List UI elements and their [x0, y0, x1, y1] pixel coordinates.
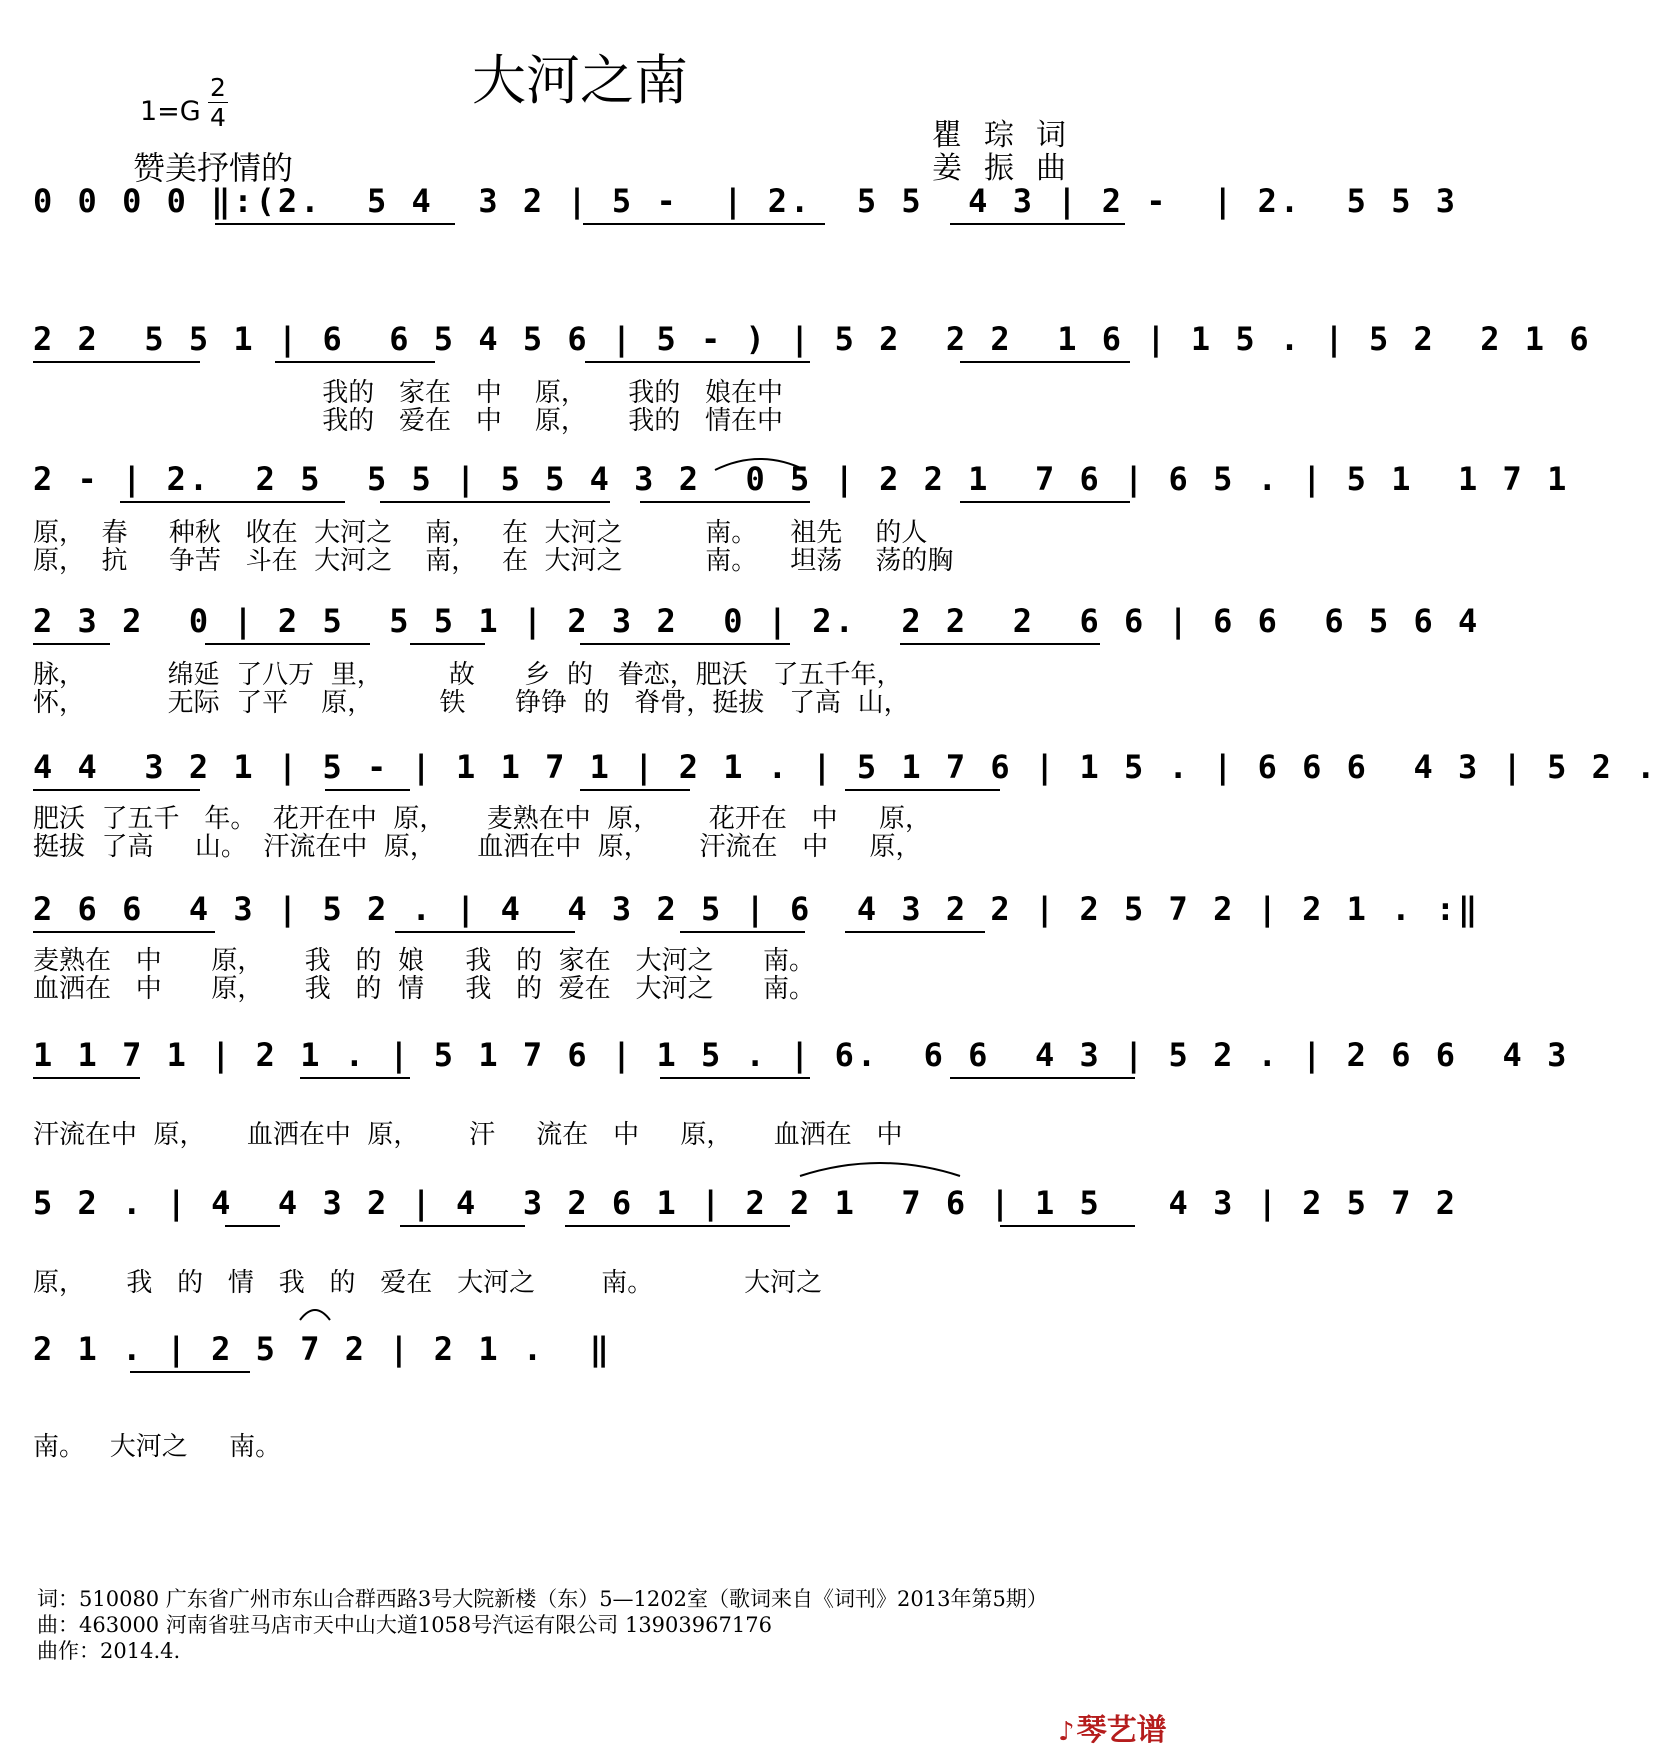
notation-row-4: 2 3 2 0 | 2 5 5 5 1 | 2 3 2 0 | 2. 2 2 2 6 6 | 6 6 6 5 6 4 — [33, 602, 1481, 640]
lyric-row-6-verse-1: 麦熟在 中 原， 我 的 娘 我 的 家在 大河之 南。 — [33, 946, 816, 976]
lyric-row-2-verse-1: 我的 家在 中 原， 我的 娘在中 — [33, 378, 784, 408]
logo-text: 琴艺谱 — [1076, 1713, 1167, 1748]
lyric-row-7: 汗流在中 原， 血洒在中 原， 汗 流在 中 原， 血洒在 中 — [33, 1120, 903, 1150]
lyric-row-8: 原， 我 的 情 我 的 爱在 大河之 南。 大河之 — [33, 1268, 823, 1298]
lyricist-credit: 瞿琮词 — [932, 118, 1088, 153]
notation-row-7: 1 1 7 1 | 2 1 . | 5 1 7 6 | 1 5 . | 6. 6 6 4 3 | 5 2 . | 2 6 6 4 3 — [33, 1036, 1570, 1074]
lyric-row-3-verse-1: 原， 春 种秋 收在 大河之 南， 在 大河之 南。 祖先 的人 — [33, 518, 928, 548]
notation-row-6: 2 6 6 4 3 | 5 2 . | 4 4 3 2 5 | 6 4 3 2 2 | 2 5 7 2 | 2 1 . :‖ — [33, 890, 1481, 928]
notation-row-9: 2 1 . | 2 5 7 2 | 2 1 . ‖ — [33, 1330, 612, 1368]
notation-row-8: 5 2 . | 4 4 3 2 | 4 3 2 6 1 | 2 2 1 7 6 | 1 5 4 3 | 2 5 7 2 — [33, 1184, 1458, 1222]
lyric-row-4-verse-2: 怀， 无际 了平 原， 铁 铮铮 的 脊骨，挺拔 了高 山， — [33, 688, 910, 718]
notation-row-1: 0 0 0 0 ‖:(2. 5 4 3 2 | 5 - | 2. 5 5 4 3 | 2 - | 2. 5 5 3 — [33, 182, 1458, 220]
lyric-row-5-verse-1: 肥沃 了五千 年。 花开在中 原， 麦熟在中 原， 花开在 中 原， — [33, 804, 931, 834]
page-title: 大河之南 — [472, 49, 688, 112]
notation-row-3: 2 - | 2. 2 5 5 5 | 5 5 4 3 2 0 5 | 2 2 1 7 6 | 6 5 . | 5 1 1 7 1 — [33, 460, 1570, 498]
time-signature-top: 2 — [210, 73, 226, 102]
lyric-row-2-verse-2: 我的 爱在 中 原， 我的 情在中 — [33, 406, 784, 436]
time-signature-bottom: 4 — [210, 103, 226, 132]
footer-line-lyricist: 词：510080 广东省广州市东山合群西路3号大院新楼（东）5—1202室（歌词来自《词刊》2013年第5期） — [37, 1587, 1048, 1611]
site-logo — [1058, 1705, 1167, 1749]
notation-row-2: 2 2 5 5 1 | 6 6 5 4 5 6 | 5 - ) | 5 2 2 2 1 6 | 1 5 . | 5 2 2 1 6 — [33, 320, 1592, 358]
lyric-row-6-verse-2: 血洒在 中 原， 我 的 情 我 的 爱在 大河之 南。 — [33, 974, 816, 1004]
lyric-row-5-verse-2: 挺拔 了高 山。 汗流在中 原， 血洒在中 原， 汗流在 中 原， — [33, 832, 922, 862]
footer-line-composer: 曲：463000 河南省驻马店市天中山大道1058号汽运有限公司 13903967176 — [37, 1613, 772, 1637]
expression-mark: 赞美抒情的 — [133, 149, 294, 187]
lyric-row-3-verse-2: 原， 抗 争苦 斗在 大河之 南， 在 大河之 南。 坦荡 荡的胸 — [33, 546, 954, 576]
composer-credit: 姜振曲 — [932, 151, 1088, 186]
lyric-row-9: 南。 大河之 南。 — [33, 1432, 282, 1462]
footer-line-date: 曲作：2014.4. — [37, 1639, 181, 1663]
key-signature: 1=G — [140, 96, 201, 127]
lyric-row-4-verse-1: 脉， 绵延 了八万 里， 故 乡 的 眷恋，肥沃 了五千年， — [33, 660, 903, 690]
notation-row-5: 4 4 3 2 1 | 5 - | 1 1 7 1 | 2 1 . | 5 1 7 6 | 1 5 . | 6 6 6 4 3 | 5 2 . — [33, 748, 1658, 786]
music-note-logo-icon: ♪ — [1058, 1717, 1075, 1747]
